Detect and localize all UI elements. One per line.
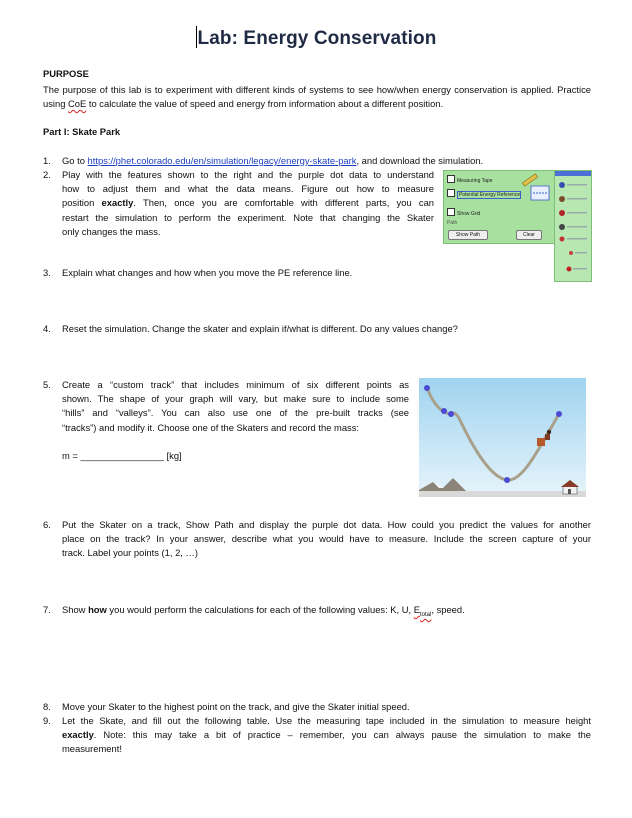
skater-chooser-image [554,170,592,282]
pe-reference-checkbox: Potential Energy Reference [447,189,552,199]
clear-button: Clear [516,230,542,240]
text-cursor [196,26,197,48]
simulation-link[interactable]: https://phet.colorado.edu/en/simulation/legacy/energy-skate-park [87,155,357,166]
document-page: Lab: Energy Conservation PURPOSE The purpose of this lab is to experiment with different kinds of systems to see how/when energy conservation is applied. Practice using CoE to calculate the value of speed and energy from information about a different position. Part I: Skate Park 1. Go to https://phet.colorado.edu/en/simulation/legacy/energy-skate-park, and download the simulation. 2. Play with the features shown to the right and the purple dot data to understand how to adjust them and what the data means. Figure out how to measure position exactly. Then, once you are comfortable with different parts, you can restart the simulation to perform the experiment. Note that changing the Skater only changes the mass. Measuring Tape Potential Energy Reference Show Grid Path Show Path Clear 3. Explain what changes and how when you move the PE reference line. 4. Reset the simulation. Change the skater and explain if/what is different. Do any values change? 5. Create a “custom track” that includes minimum of six different points as shown. The shape of your graph will vary, but make sure to include some “hills” and “valleys”. You can also use one of the pre-built tracks (see “tracks”) and modify it. Choose one of the Skaters and record the mass: m = ________________ [kg] 6. Put the Skater on a track, Show Path and display the purple dot data. How could you predict the values for another place on the track? In your answer, describe what you would have to measure. Include the screen capture of your track. Label your points (1, 2, …) 7. Show how you would perform the calculations for each of the following values: K, U, $E_{total}$, speed. 8. Move your Skater to the highest point on the track, and give the Skater initial speed. 9. Let the Skate, and fill out the following table. Use the measuring tape included in the simulation to measure height exactly. Note: this may take a bit of practice – remember, you can always pause the simulation to make the measurement! [0,0,632,818]
page-title: Lab: Energy Conservation [197,28,437,49]
show-path-button: Show Path [448,230,488,240]
skater-icons [555,171,591,281]
pe-reference-icon [530,185,550,201]
mass-blank: m = ________________ [kg] [62,449,182,461]
custom-track-image [419,378,586,497]
purpose-paragraph: The purpose of this lab is to experiment with different kinds of systems to see how/when energy conservation is applied. Practice using CoE to calculate the value of speed and energy from information about a different position. [43,84,591,110]
path-label: Path [447,220,458,226]
measuring-tape-checkbox: Measuring Tape [447,175,552,185]
purpose-heading: PURPOSE [43,68,89,79]
part-heading: Part I: Skate Park [43,126,121,137]
simulation-panel-image [443,170,556,244]
show-grid-checkbox: Show Grid [447,208,552,218]
